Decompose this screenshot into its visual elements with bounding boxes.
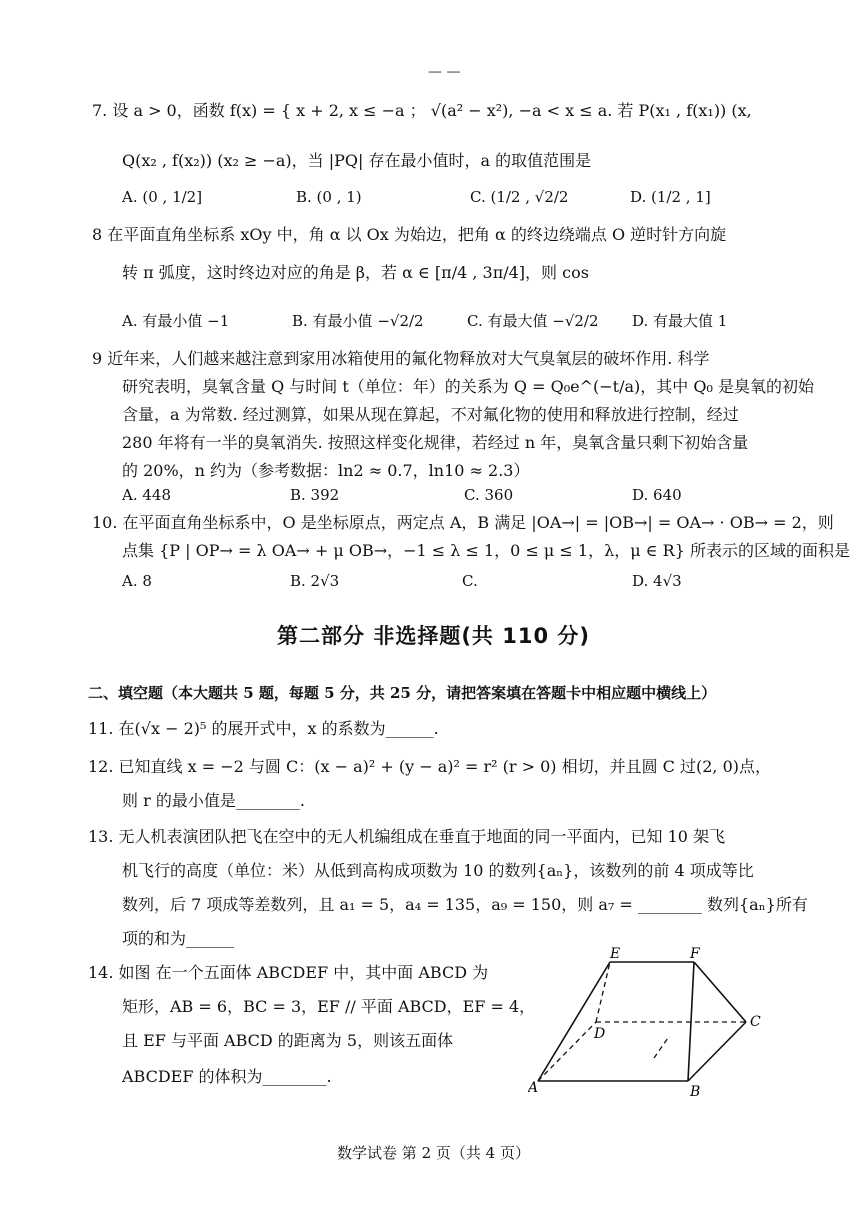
q13-line-1: 13. 无人机表演团队把飞在空中的无人机编组成在垂直于地面的同一平面内，已知 10 架飞 [88, 827, 726, 846]
page-mark: — — [428, 64, 461, 80]
q10-option-c: C. [462, 572, 478, 590]
pentahedron-figure [528, 946, 778, 1096]
edge-fc [694, 962, 746, 1022]
q7-option-b: B. (0 , 1) [296, 188, 362, 206]
q7-line-2: Q(x₂ , f(x₂)) (x₂ ≥ −a)，当 |PQ| 存在最小值时，a 的取值范围是 [122, 151, 592, 170]
q8-option-a: A. 有最小值 −1 [122, 312, 230, 330]
q13-line-4: 项的和为______ [122, 929, 235, 948]
q13-line-3: 数列，后 7 项成等差数列，且 a₁ = 5，a₄ = 135，a₉ = 150，则 a₇ = ________ 数列{aₙ}所有 [122, 895, 808, 914]
q9-line-4: 280 年将有一半的臭氧消失. 按照这样变化规律，若经过 n 年，臭氧含量只剩下初始含量 [122, 433, 749, 452]
q10-option-b: B. 2√3 [290, 572, 340, 590]
label-a: A [528, 1080, 539, 1096]
q14-line-3: 且 EF 与平面 ABCD 的距离为 5，则该五面体 [122, 1031, 454, 1050]
height-mark [654, 1038, 668, 1058]
section-fill-in-heading: 二、填空题（本大题共 5 题，每题 5 分，共 25 分，请把答案填在答题卡中相应题中横线上） [88, 684, 717, 702]
q9-option-a: A. 448 [122, 486, 171, 504]
q9-option-b: B. 392 [290, 486, 340, 504]
q14-line-4: ABCDEF 的体积为________. [122, 1067, 332, 1086]
q11-line: 11. 在(√x − 2)⁵ 的展开式中，x 的系数为______. [88, 719, 439, 738]
q13-line-2: 机飞行的高度（单位：米）从低到高构成项数为 10 的数列{aₙ}，该数列的前 4 项成等比 [122, 861, 754, 880]
label-d: D [594, 1026, 606, 1042]
q9-line-2: 研究表明，臭氧含量 Q 与时间 t（单位：年）的关系为 Q = Q₀e^(−t/a)，其中 Q₀ 是臭氧的初始 [122, 377, 814, 396]
q8-option-d: D. 有最大值 1 [632, 312, 728, 330]
page-footer: 数学试卷 第 2 页（共 4 页） [337, 1144, 530, 1162]
q9-line-1: 9 近年来，人们越来越注意到家用冰箱使用的氟化物释放对大气臭氧层的破坏作用. 科学 [92, 349, 710, 368]
q9-option-d: D. 640 [632, 486, 682, 504]
q7-option-c: C. (1/2 , √2/2 [470, 188, 569, 206]
q8-line-2: 转 π 弧度，这时终边对应的角是 β，若 α ∈ [π/4 , 3π/4]，则 cos [122, 263, 589, 282]
q10-option-a: A. 8 [122, 572, 152, 590]
part-two-title: 第二部分 非选择题(共 110 分) [277, 624, 590, 648]
q10-option-d: D. 4√3 [632, 572, 682, 590]
q7-line-1: 7. 设 a > 0，函数 f(x) = { x + 2, x ≤ −a ； √(a² − x²), −a < x ≤ a. 若 P(x₁ , f(x₁)) (x, [92, 101, 752, 120]
q7-option-a: A. (0 , 1/2] [122, 188, 203, 206]
label-b: B [690, 1084, 701, 1096]
q10-line-2: 点集 {P | OP→ = λ OA→ + μ OB→，−1 ≤ λ ≤ 1，0 ≤ μ ≤ 1，λ，μ ∈ R} 所表示的区域的面积是 [122, 541, 850, 560]
q14-line-1: 14. 如图 在一个五面体 ABCDEF 中，其中面 ABCD 为 [88, 963, 489, 982]
q12-line-1: 12. 已知直线 x = −2 与圆 C：(x − a)² + (y − a)² = r² (r > 0) 相切，并且圆 C 过(2, 0)点， [88, 757, 772, 776]
q10-line-1: 10. 在平面直角坐标系中，O 是坐标原点，两定点 A，B 满足 |OA→| = |OB→| = OA→ · OB→ = 2，则 [92, 513, 834, 532]
q9-line-5: 的 20%，n 约为（参考数据：ln2 ≈ 0.7，ln10 ≈ 2.3） [122, 461, 530, 480]
label-e: E [610, 946, 621, 962]
q8-option-c: C. 有最大值 −√2/2 [467, 312, 599, 330]
edge-de [596, 962, 610, 1022]
edge-bc [688, 1022, 746, 1081]
label-c: C [750, 1014, 761, 1030]
q7-option-d: D. (1/2 , 1] [630, 188, 711, 206]
q8-line-1: 8 在平面直角坐标系 xOy 中，角 α 以 Ox 为始边，把角 α 的终边绕端点 O 逆时针方向旋 [92, 225, 727, 244]
q8-option-b: B. 有最小值 −√2/2 [292, 312, 424, 330]
label-f: F [690, 946, 700, 962]
q9-option-c: C. 360 [464, 486, 514, 504]
q12-line-2: 则 r 的最小值是________. [122, 791, 305, 810]
edge-ad [538, 1022, 596, 1081]
q14-line-2: 矩形，AB = 6，BC = 3，EF // 平面 ABCD，EF = 4， [122, 997, 536, 1016]
q9-line-3: 含量，a 为常数. 经过测算，如果从现在算起，不对氟化物的使用和释放进行控制，经过 [122, 405, 739, 424]
